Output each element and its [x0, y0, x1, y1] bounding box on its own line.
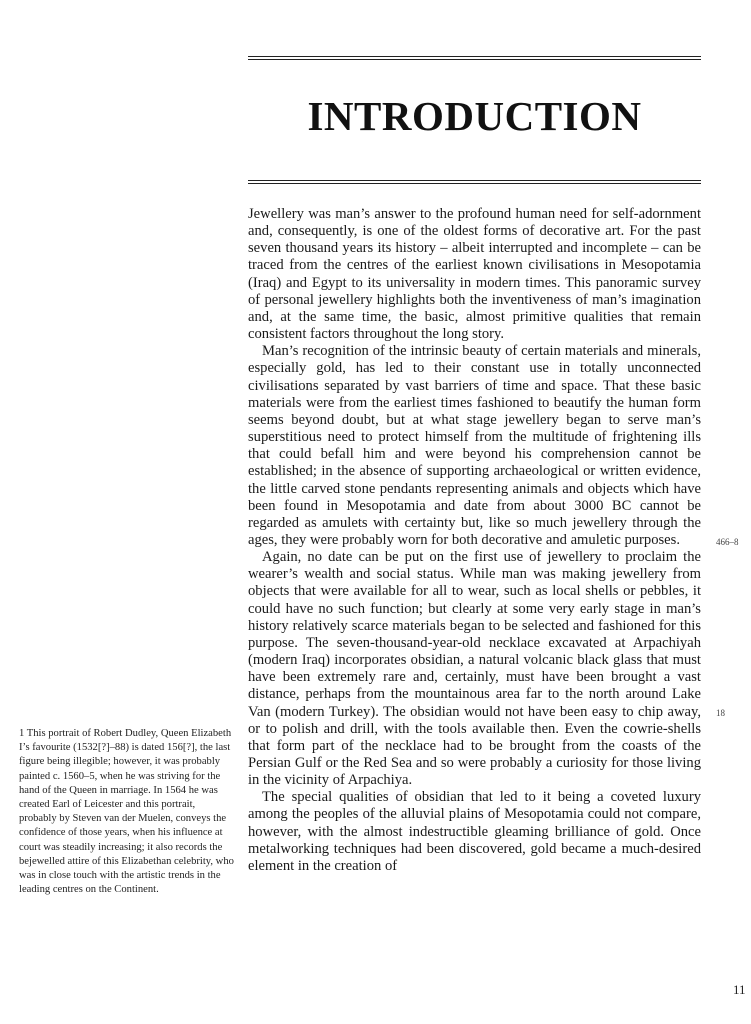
- page-title: INTRODUCTION: [307, 93, 642, 139]
- paragraph: Jewellery was man’s answer to the profound human need for self-adornment and, consequently, is one of the oldest forms of decorative art. For the past seven thousand years its history – albeit interrupted and incomplete – can be traced from the centres of the earliest known civilisations in Mesopotamia (Iraq) and Egypt to its universality in modern times. This panoramic survey of personal jewellery highlights both the inventiveness of man’s imagination and, at the same time, the basic, almost primitive qualities that remain consistent factors throughout the long story.: [248, 206, 701, 343]
- top-rule-1: [248, 56, 701, 57]
- body-text: [248, 206, 701, 875]
- page-number: 11: [733, 982, 746, 997]
- top-rule-2: [248, 59, 701, 60]
- paragraph: Man’s recognition of the intrinsic beauty of certain materials and minerals, especially gold, has led to their constant use in totally unconnected civilisations separated by vast barriers of time and space. That these basic materials were from the earliest times fashioned to beautify the human form seems beyond doubt, but at what stage jewellery began to serve man’s superstitious need to protect himself from the multitude of frightening ills that could befall him and were beyond his comprehension cannot be established; in the absence of supporting archaeological or written evidence, the little carved stone pendants representing animals and objects which have been found in Mesopotamia and date from about 3000 BC cannot be regarded as amulets with certainty but, like so much jewellery through the ages, they were probably worn for both decorative and amuletic purposes.: [248, 343, 701, 548]
- paragraph: The special qualities of obsidian that led to it being a coveted luxury among the peoples of the alluvial plains of Mesopotamia could not compare, however, with the almost indestructible gleaming brilliance of gold. Once metalworking techniques had been discovered, gold became a much-desired element in the creation of: [248, 789, 701, 874]
- figure-caption: 1 This portrait of Robert Dudley, Queen Elizabeth I’s favourite (1532[?]–88) is dated 156[?], the last figure being illegible; however, it was probably painted c. 1560–5, when he was striving for the hand of the Queen in marriage. In 1564 he was created Earl of Leicester and this portrait, probably by Steven van der Muelen, conveys the confidence of those years, when his influence at court was steadily increasing; it also records the bejewelled attire of this Elizabethan celebrity, who was in close touch with the artistic trends in the leading centres on the Continent.: [19, 728, 234, 896]
- title-rule-1: [248, 180, 701, 181]
- margin-reference: 18: [716, 708, 725, 718]
- paragraph: Again, no date can be put on the first use of jewellery to proclaim the wearer’s wealth and social status. While man was making jewellery from objects that were available for all to wear, such as local shells or pebbles, it could have no such function; but clearly at some very early stage in man’s history relatively scarce materials began to be selected and fashioned for this purpose. The seven-thousand-year-old necklace excavated at Arpachiyah (modern Iraq) incorporates obsidian, a natural volcanic black glass that must have been extremely rare and, certainly, must have been brought a vast distance, perhaps from the mountainous area far to the north around Lake Van (modern Turkey). The obsidian would not have been easy to chip away, or to polish and drill, with the tools available then. Even the cowrie-shells that form part of the necklace had to be brought from the coasts of the Persian Gulf or the Red Sea and so were probably a curiosity for those living in the vicinity of Arpachiya.: [248, 549, 701, 789]
- margin-reference: 466–8: [716, 537, 739, 547]
- title-rule-2: [248, 183, 701, 184]
